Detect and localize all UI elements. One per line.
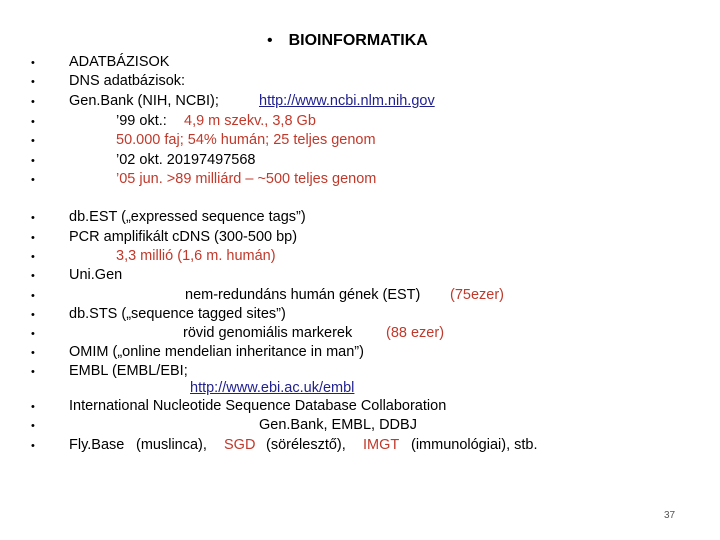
page-number: 37 [664,510,676,521]
embl-link[interactable]: http://www.ebi.ac.uk/embl [190,380,355,396]
title-text: BIOINFORMATIKA [288,32,428,49]
bullet-icon: • [31,174,35,186]
bullet-icon: • [31,96,35,108]
bullet-icon: • [31,57,35,69]
bullet-icon: • [31,212,35,224]
title-bullet: • [267,32,273,49]
bullet-icon: • [31,232,35,244]
genbank-link[interactable]: http://www.ncbi.nlm.nih.gov [259,93,435,109]
bullet-icon: • [31,116,35,128]
bullet-icon: • [31,251,35,263]
bullet-icon: • [31,155,35,167]
bullet-icon: • [31,347,35,359]
bullet-icon: • [31,440,35,452]
bullet-icon: • [31,366,35,378]
bullet-icon: • [31,328,35,340]
bullet-icon: • [31,135,35,147]
bullet-icon: • [31,420,35,432]
bullet-icon: • [31,76,35,88]
bullet-icon: • [31,309,35,321]
bullet-icon: • [31,290,35,302]
bullet-icon: • [31,270,35,282]
bullet-icon: • [31,401,35,413]
slide-title [267,32,428,50]
